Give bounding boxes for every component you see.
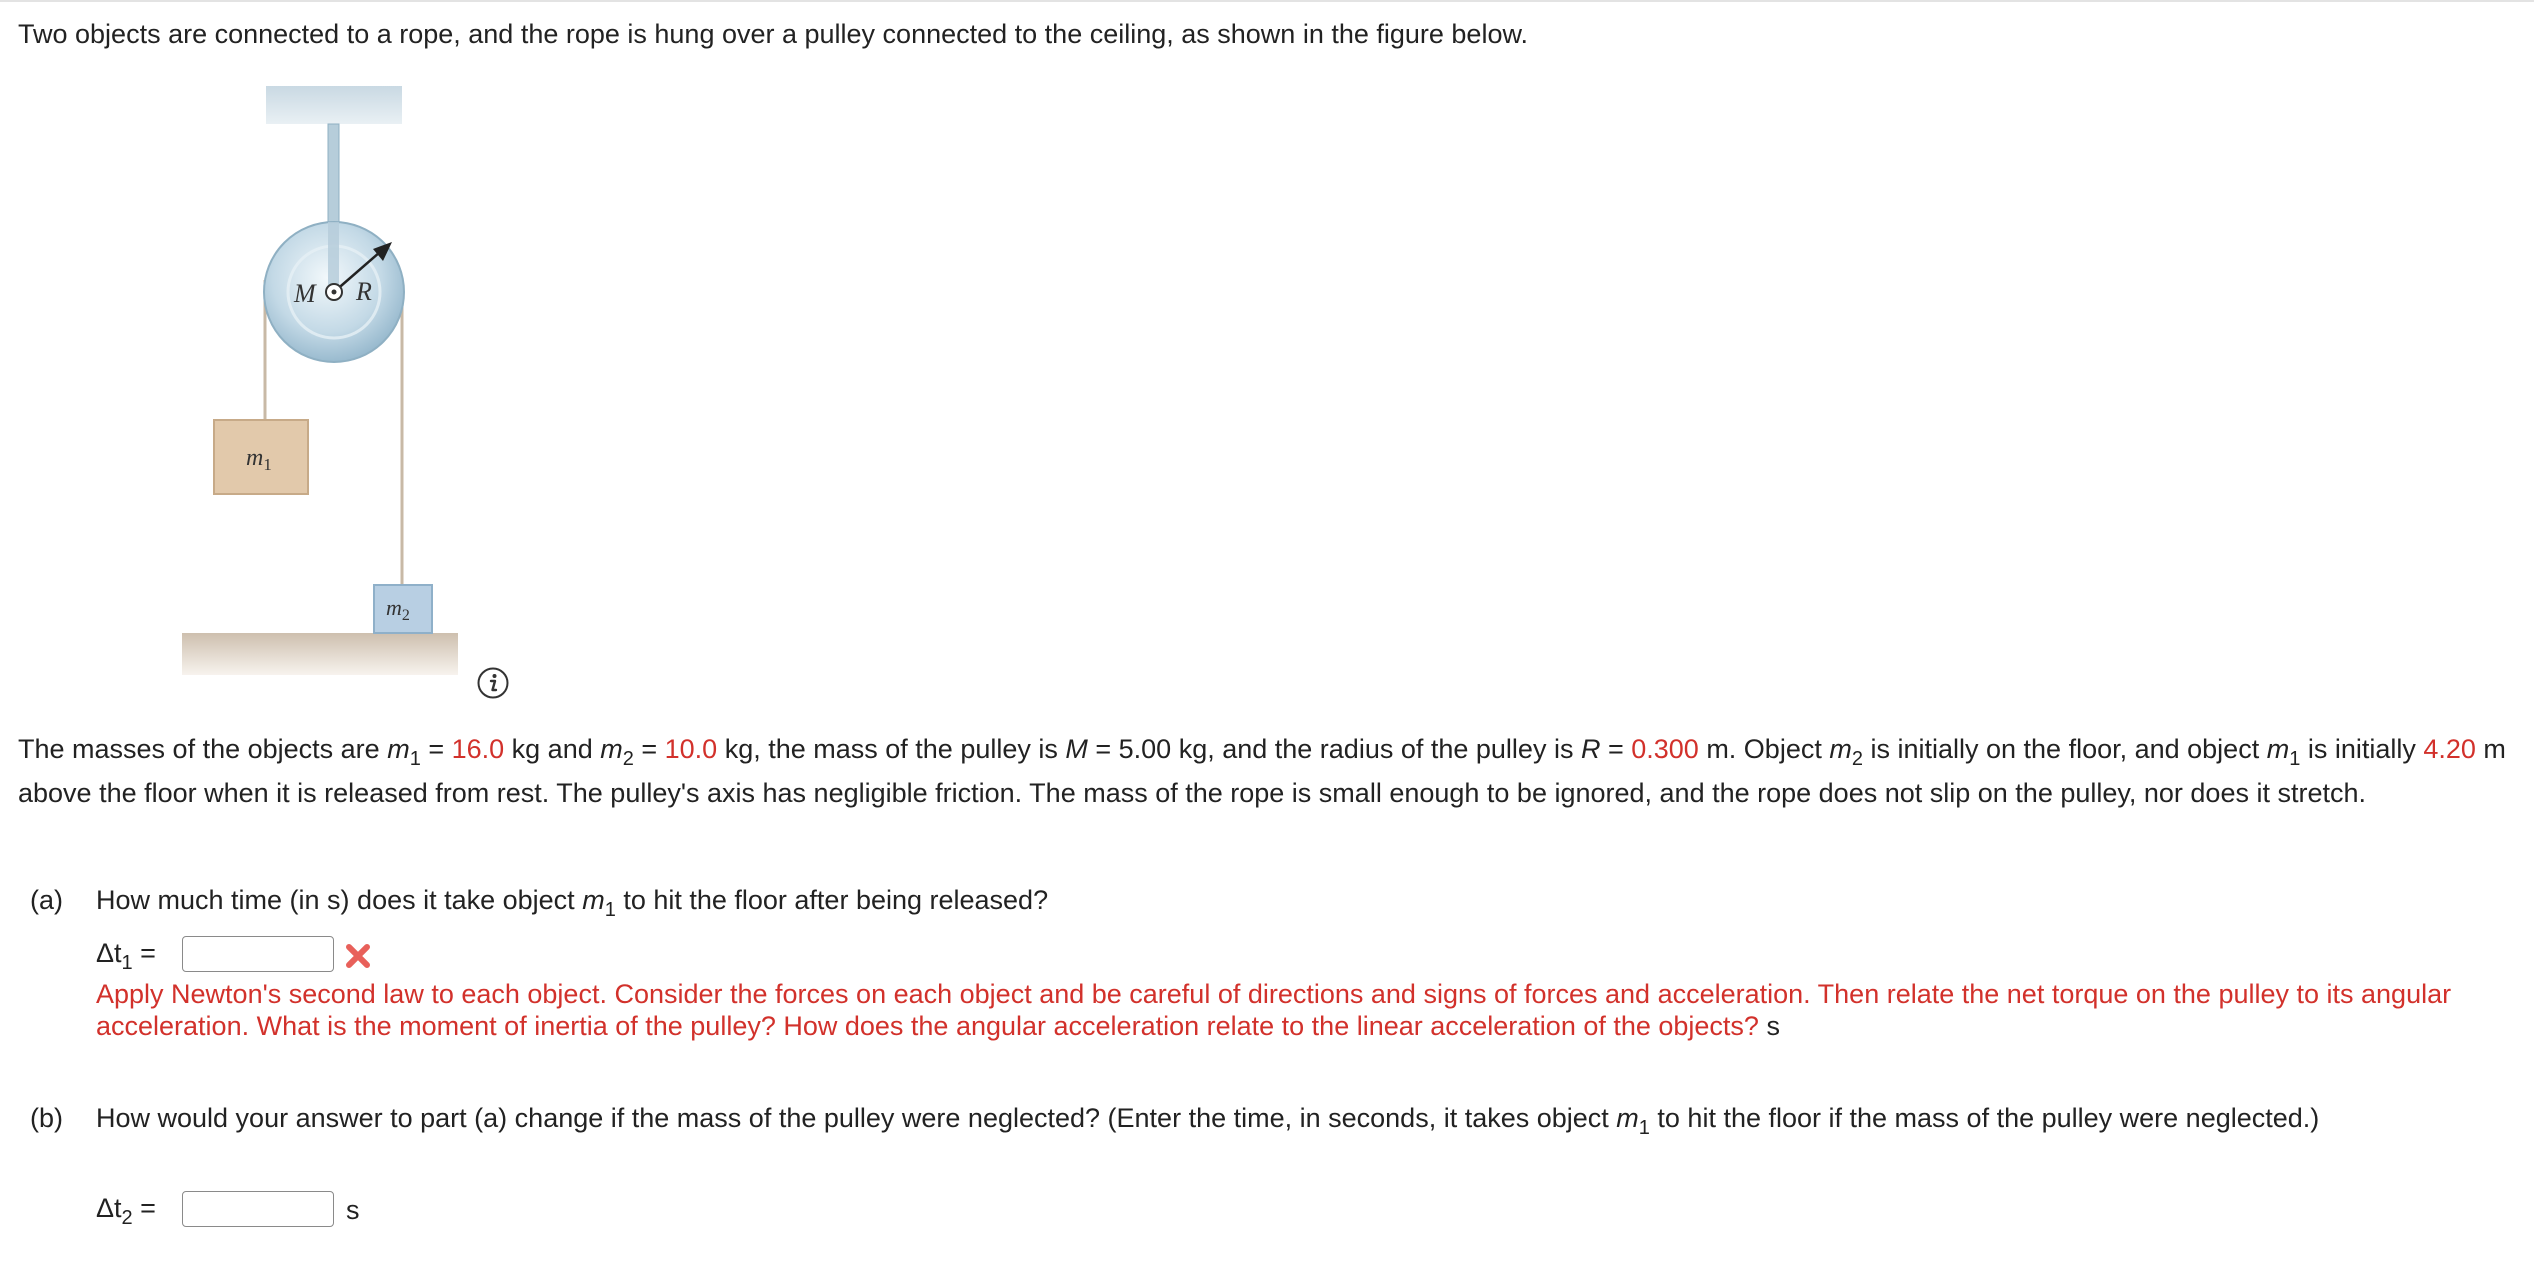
floor — [182, 633, 458, 675]
radius-value: 0.300 — [1631, 734, 1699, 764]
ceiling — [266, 86, 402, 124]
part-a-answer-input[interactable] — [182, 936, 334, 972]
m2-value: 10.0 — [664, 734, 718, 764]
pulley-figure — [170, 80, 530, 700]
part-b-unit: s — [346, 1195, 360, 1225]
part-b-letter: (b) — [30, 1103, 63, 1133]
part-a-hint: Apply Newton's second law to each object. Consider the forces on each object and be careful of directions and signs of forces and acceleration. Then relate the net torque on the pulley to its angular acceleration. What is the moment of inertia of the pulley? How does the angular acceleration relate to the linear acceleration of the objects? s — [96, 979, 2452, 1041]
part-a-answer-label: $\Delta t_1$ = — [96, 938, 156, 974]
block-m1-label: $m_1$ — [246, 445, 272, 474]
part-b-text: How would your answer to part (a) change if the mass of the pulley were neglected? (Enter the time, in seconds, it takes object $m_1$ to hit the floor if the mass of the pulley were neglected.) — [96, 1103, 2320, 1139]
part-a-unit: s — [1766, 1011, 1780, 1041]
top-divider — [0, 0, 2534, 2]
part-b-answer-input[interactable] — [182, 1191, 334, 1227]
info-icon[interactable] — [476, 666, 510, 700]
intro-text: Two objects are connected to a rope, and the rope is hung over a pulley connected to the ceiling, as shown in the figure below. — [18, 19, 1528, 49]
wrong-x-icon — [342, 940, 374, 972]
part-a-text: How much time (in s) does it take object $m_1$ to hit the floor after being released? — [96, 885, 1049, 921]
problem-statement: The masses of the objects are $m_1 = 16.0$ kg and $m_2 = 10.0$ kg, the mass of the pulley is M = 5.00 kg, and the radius of the pulley is R = 0.300 m. Object $m_2$ is initially on the floor, and object $m_1$ is initially 4.20 m above the floor when it is released from rest. The pulley's axis has negligible friction. The mass of the rope is small enough to be ignored, and the rope does not slip on the pulley, nor does it stretch. — [18, 734, 2506, 808]
m1-value: 16.0 — [451, 734, 505, 764]
pulley-mass-label: M — [294, 279, 316, 308]
block-m2-label: $m_2$ — [386, 595, 410, 624]
pulley-radius-label: R — [356, 277, 372, 306]
part-b-answer-label: $\Delta t_2$ = — [96, 1193, 156, 1229]
height-value: 4.20 — [2423, 734, 2476, 764]
part-a-letter: (a) — [30, 885, 63, 915]
